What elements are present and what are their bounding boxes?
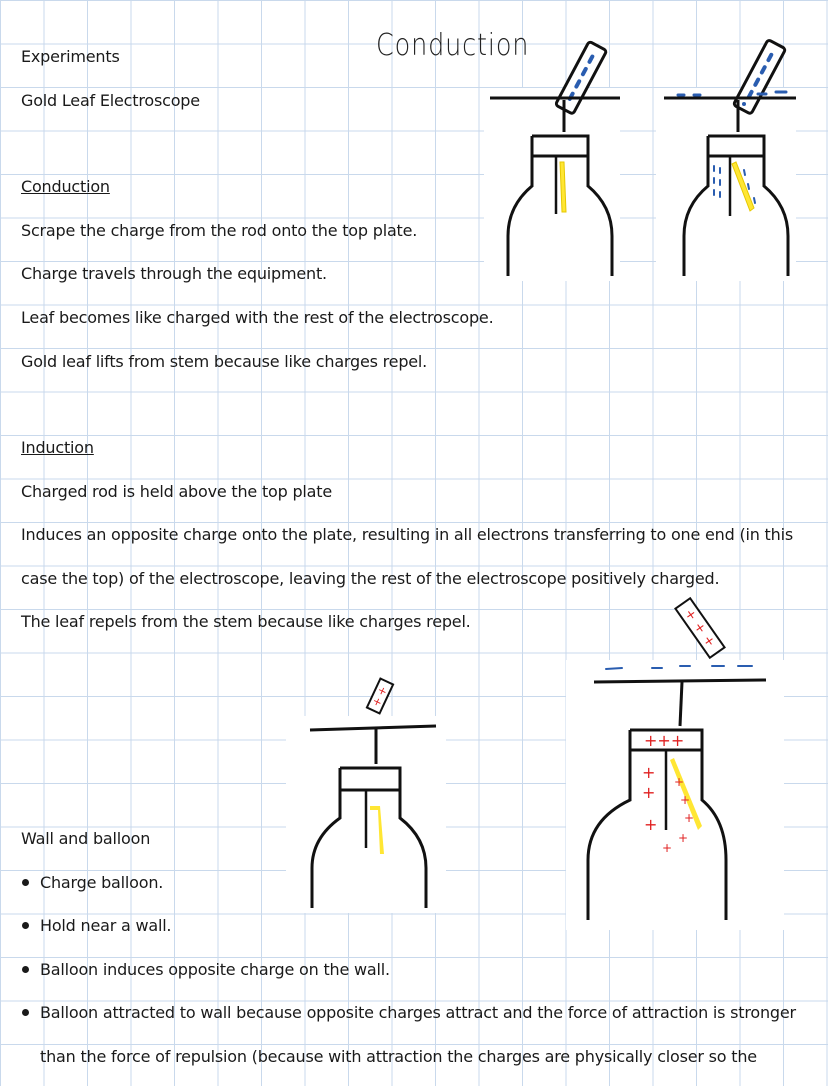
bullet-dot	[22, 879, 29, 886]
page-subheading: Gold Leaf Electroscope	[21, 91, 200, 110]
svg-text:+: +	[375, 683, 390, 699]
induction-title: Induction	[21, 438, 94, 457]
induction-line-3: case the top) of the electroscope, leaving the rest of the electroscope positively charged.	[21, 569, 720, 588]
wall-balloon-bullet-4: Balloon attracted to wall because opposite charges attract and the force of attraction is stronger	[40, 1003, 796, 1022]
bullet-dot	[22, 922, 29, 929]
svg-text:+: +	[680, 793, 691, 807]
induction-line-4: The leaf repels from the stem because like charges repel.	[21, 612, 471, 631]
bullet-dot	[22, 1009, 29, 1016]
svg-text:+: +	[678, 831, 689, 845]
svg-text:+: +	[700, 632, 719, 651]
electroscope-sketch-conduction-after	[650, 36, 800, 281]
electroscope-sketch-induction-before	[286, 668, 446, 913]
wall-balloon-title: Wall and balloon	[21, 829, 151, 848]
svg-text:+: +	[642, 783, 656, 802]
electroscope-sketch-conduction-before	[480, 36, 620, 281]
svg-text:+: +	[370, 694, 385, 710]
wall-balloon-continuation: than the force of repulsion (because with attraction the charges are physically closer so the	[40, 1047, 757, 1066]
svg-text:+: +	[682, 606, 700, 625]
wall-balloon-bullet-1: Charge balloon.	[40, 873, 164, 892]
page-heading: Experiments	[21, 47, 120, 66]
conduction-line-3: Leaf becomes like charged with the rest of the electroscope.	[21, 308, 494, 327]
induction-line-1: Charged rod is held above the top plate	[21, 482, 332, 501]
wall-balloon-bullet-2: Hold near a wall.	[40, 916, 172, 935]
electroscope-sketch-induction-after	[566, 590, 786, 930]
handwritten-title: Conduction	[376, 28, 530, 63]
svg-text:+: +	[644, 815, 658, 834]
svg-text:+: +	[662, 841, 673, 855]
svg-text:+++: +++	[644, 731, 685, 750]
svg-text:+: +	[642, 763, 656, 782]
svg-text:+: +	[674, 775, 685, 789]
conduction-line-1: Scrape the charge from the rod onto the top plate.	[21, 221, 418, 240]
conduction-line-4: Gold leaf lifts from stem because like charges repel.	[21, 352, 428, 371]
induction-line-2: Induces an opposite charge onto the plate, resulting in all electrons transferring to one end (in this	[21, 525, 793, 544]
wall-balloon-bullet-3: Balloon induces opposite charge on the wall.	[40, 960, 390, 979]
conduction-line-2: Charge travels through the equipment.	[21, 264, 327, 283]
conduction-title: Conduction	[21, 177, 110, 196]
bullet-dot	[22, 966, 29, 973]
svg-text:+: +	[691, 619, 710, 638]
svg-text:+: +	[684, 811, 695, 825]
